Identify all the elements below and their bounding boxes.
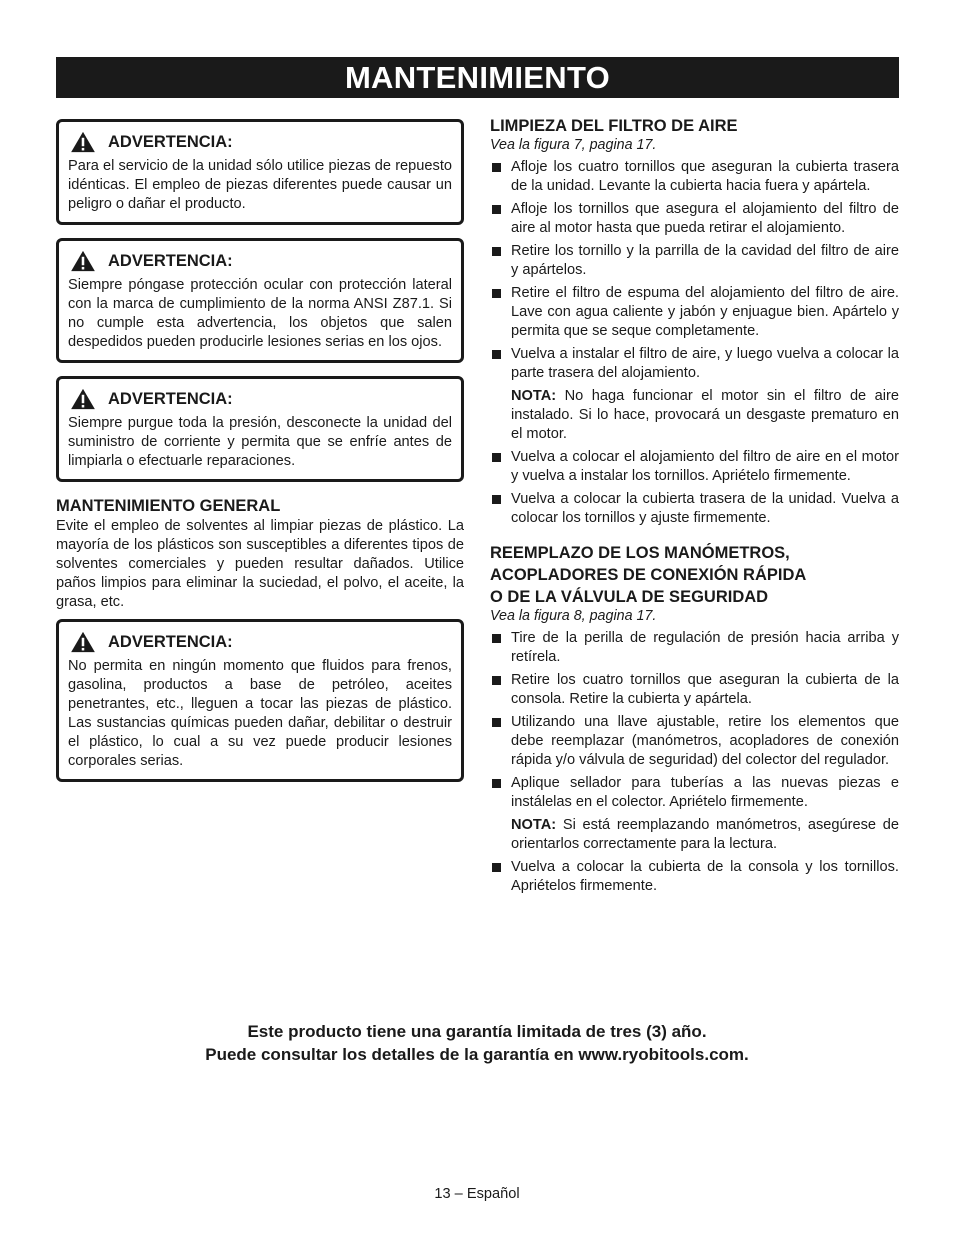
warning-label: ADVERTENCIA:: [108, 132, 233, 151]
warning-box: [56, 619, 464, 782]
list-item: Vuelva a colocar la cubierta trasera de la unidad. Vuelva a colocar los tornillos y ajuste firmemente.: [490, 490, 899, 528]
warning-box: [56, 376, 464, 482]
list-item: Tire de la perilla de regulación de presión hacia arriba y retírela.: [490, 629, 899, 667]
list-item: Afloje los tornillos que asegura el alojamiento del filtro de aire al motor hasta que pueda retirar el alojamiento.: [490, 200, 899, 238]
list-item: Aplique sellador para tuberías a las nuevas piezas e instálelas en el colector. Apriételo firmemente.: [490, 774, 899, 812]
page-title: MANTENIMIENTO: [56, 57, 899, 98]
gauges-title-line-1: REEMPLAZO DE LOS MANÓMETROS,: [490, 544, 790, 562]
gauges-title-line-2: ACOPLADORES DE CONEXIÓN RÁPIDA: [490, 566, 807, 584]
warning-label: ADVERTENCIA:: [108, 632, 233, 651]
note-text: No haga funcionar el motor sin el filtro de aire instalado. Si lo hace, provocará un desgaste prematuro en el motor.: [511, 388, 899, 442]
warning-text: Siempre purgue toda la presión, desconecte la unidad del suministro de corriente y permita que se enfríe antes de limpiarla o efectuarle reparaciones.: [68, 415, 452, 469]
right-column: [490, 115, 899, 900]
note-label: NOTA:: [511, 817, 557, 833]
warning-box: [56, 119, 464, 225]
air-filter-steps-cont: [490, 448, 899, 528]
list-item: Retire los tornillo y la parrilla de la cavidad del filtro de aire y apártelos.: [490, 242, 899, 280]
air-filter-steps: [490, 158, 899, 383]
warning-triangle-icon: [68, 131, 98, 153]
air-filter-title: LIMPIEZA DEL FILTRO DE AIRE: [490, 117, 738, 135]
warning-triangle-icon: [68, 250, 98, 272]
list-item: Retire el filtro de espuma del alojamiento del filtro de aire. Lave con agua caliente y jabón y enjuague bien. Apártelo y permita que se seque completamente.: [490, 284, 899, 341]
warning-text: No permita en ningún momento que fluidos para frenos, gasolina, productos a base de petróleo, aceites penetrantes, etc., lleguen a tocar las piezas de plástico. Las sustancias químicas pueden dañar, debilitar o destruir el plástico, lo cual a su vez puede producir lesiones corporales serias.: [68, 658, 452, 769]
warning-header: [68, 630, 452, 654]
air-filter-reference: Vea la figura 7, pagina 17.: [490, 137, 657, 153]
warning-header: [68, 387, 452, 411]
list-item: Vuelva a colocar el alojamiento del filtro de aire en el motor y vuelva a instalar los tornillos. Apriételo firmemente.: [490, 448, 899, 486]
list-item: Afloje los cuatro tornillos que aseguran la cubierta trasera de la unidad. Levante la cubierta hacia fuera y apártela.: [490, 158, 899, 196]
left-column: [56, 119, 464, 795]
gauges-steps: [490, 629, 899, 812]
gauges-steps-cont: [490, 858, 899, 896]
list-item: Vuelva a instalar el filtro de aire, y luego vuelva a colocar la parte trasera del alojamiento.: [490, 345, 899, 383]
warning-text: Para el servicio de la unidad sólo utilice piezas de repuesto idénticas. El empleo de piezas diferentes puede causar un peligro o dañar el producto.: [68, 158, 452, 212]
warning-text: Siempre póngase protección ocular con protección lateral con la marca de cumplimiento de la norma ANSI Z87.1. Si no cumple esta advertencia, los objetos que salen despedidos pueden producirle lesiones serias en los ojos.: [68, 277, 452, 350]
warning-triangle-icon: [68, 388, 98, 410]
list-item: Retire los cuatro tornillos que aseguran la cubierta de la consola. Retire la cubierta y apártela.: [490, 671, 899, 709]
warning-label: ADVERTENCIA:: [108, 389, 233, 408]
warning-label: ADVERTENCIA:: [108, 251, 233, 270]
note-text: Si está reemplazando manómetros, asegúrese de orientarlos correctamente para la lectura.: [511, 817, 899, 852]
warranty-note: [0, 1020, 954, 1066]
gauges-note: [490, 816, 899, 854]
warning-triangle-icon: [68, 631, 98, 653]
warning-box: [56, 238, 464, 363]
warning-header: [68, 249, 452, 273]
note-label: NOTA:: [511, 388, 557, 404]
air-filter-note: [490, 387, 899, 444]
gauges-reference: Vea la figura 8, pagina 17.: [490, 608, 657, 624]
warning-header: [68, 130, 452, 154]
warranty-line-2: Puede consultar los detalles de la garantía en www.ryobitools.com.: [205, 1045, 749, 1064]
general-maintenance-text: Evite el empleo de solventes al limpiar piezas de plástico. La mayoría de los plásticos son susceptibles a diferentes tipos de solventes comerciales y pueden resultar dañados. Utilice paños limpios para eliminar la suciedad, el polvo, el aceite, la grasa, etc.: [56, 518, 464, 610]
warranty-line-1: Este producto tiene una garantía limitada de tres (3) año.: [247, 1022, 707, 1041]
general-maintenance-title: MANTENIMIENTO GENERAL: [56, 497, 281, 515]
page-number: 13 – Español: [434, 1186, 520, 1202]
list-item: Utilizando una llave ajustable, retire los elementos que debe reemplazar (manómetros, acopladores de conexión rápida y/o válvula de seguridad) del colector del regulador.: [490, 713, 899, 770]
gauges-title-line-3: O DE LA VÁLVULA DE SEGURIDAD: [490, 588, 769, 606]
list-item: Vuelva a colocar la cubierta de la consola y los tornillos. Apriételos firmemente.: [490, 858, 899, 896]
